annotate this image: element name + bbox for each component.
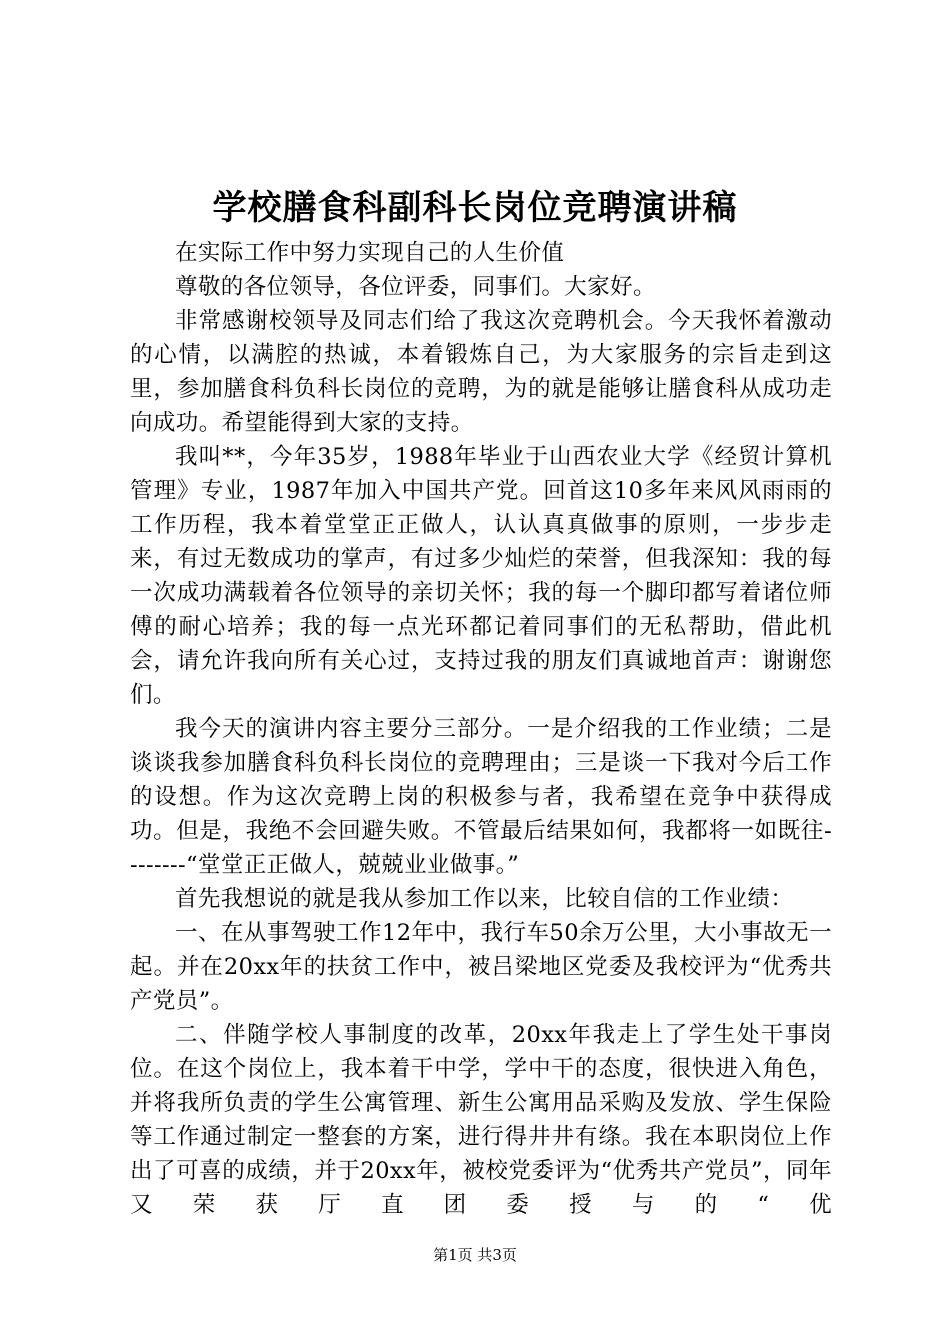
- paragraph-greeting: 尊敬的各位领导，各位评委，同事们。大家好。: [175, 274, 656, 300]
- paragraph-achievement-1: 一、在从事驾驶工作12年中，我行车50余万公里，大小事故无一起。并在20xx年的扶贫工作中，被吕梁地区党委及我校评为“优秀共产党员”。: [130, 920, 832, 1014]
- paragraph-thanks: 非常感谢校领导及同志们给了我这次竞聘机会。今天我怀着激动的心情，以满腔的热诚，本着锻炼自己，为大家服务的宗旨走到这里，参加膳食科负科长岗位的竞聘，为的就是能够让膳食科从成功走向成功。希望能得到大家的支持。: [130, 308, 832, 436]
- paragraph-self-intro: 我叫**，今年35岁，1988年毕业于山西农业大学《经贸计算机管理》专业，1987年加入中国共产党。回首这10多年来风风雨雨的工作历程，我本着堂堂正正做人，认认真真做事的原则，一步步走来，有过无数成功的掌声，有过多少灿烂的荣誉，但我深知：我的每一次成功满载着各位领导的亲切关怀；我的每一个脚印都写着诸位师傅的耐心培养；我的每一点光环都记着同事们的无私帮助，借此机会，请允许我向所有关心过，支持过我的朋友们真诚地首声：谢谢您们。: [130, 444, 832, 708]
- paragraph-subtitle: 在实际工作中努力实现自己的人生价值: [175, 240, 565, 266]
- paragraph-achievements-intro: 首先我想说的就是我从参加工作以来，比较自信的工作业绩：: [175, 886, 794, 912]
- paragraph-achievement-2: 二、伴随学校人事制度的改革，20xx年我走上了学生处干事岗位。在这个岗位上，我本着干中学，学中干的态度，很快进入角色，并将我所负责的学生公寓管理、新生公寓用品采购及发放、学生保险等工作通过制定一整套的方案，进行得井井有绦。我在本职岗位上作出了可喜的成绩，并于20xx年，被校党委评为“优秀共产党员”，同年又荣获厅直团委授与的“优: [130, 1022, 832, 1218]
- document-body: [130, 236, 832, 1222]
- paragraph-outline: 我今天的演讲内容主要分三部分。一是介绍我的工作业绩；二是谈谈我参加膳食科负科长岗位的竞聘理由；三是谈一下我对今后工作的设想。作为这次竞聘上岗的积极参与者，我希望在竞争中获得成功。但是，我绝不会回避失败。不管最后结果如何，我都将一如既往--------“堂堂正正做人，兢兢业业做事。”: [130, 716, 832, 878]
- document-title: 学校膳食科副科长岗位竞聘演讲稿: [212, 188, 738, 228]
- page-number-footer: 第1页 共3页: [433, 1246, 517, 1264]
